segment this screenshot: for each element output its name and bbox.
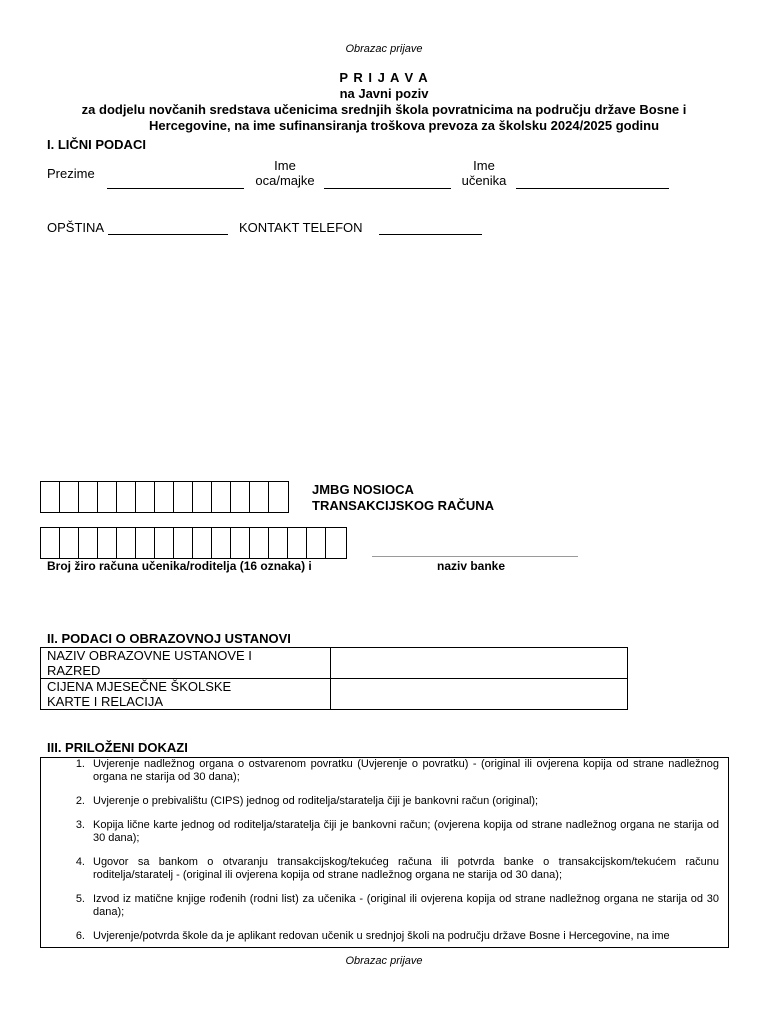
parent-name-field[interactable] xyxy=(324,187,451,189)
jmbg-label: JMBG NOSIOCA TRANSAKCIJSKOG RAČUNA xyxy=(312,482,495,513)
form-purpose-line1: za dodjelu novčanih sredstava učenicima srednjih škola povratnicima na području države Bosne i xyxy=(81,102,687,117)
documents-list xyxy=(41,758,728,943)
municipality-field[interactable] xyxy=(108,233,228,235)
account-label: Broj žiro računa učenika/roditelja (16 oznaka) i xyxy=(47,559,312,573)
list-item: 2. Uvjerenje o prebivalištu (CIPS) jednog od roditelja/staratelja čiji je bankovni račun (original); xyxy=(75,795,539,807)
ticket-price-label: CIJENA MJESEČNE ŠKOLSKE KARTE I RELACIJA xyxy=(41,679,331,710)
jmbg-digit-box[interactable] xyxy=(98,481,117,513)
account-digit-box[interactable] xyxy=(288,527,307,559)
jmbg-digit-box[interactable] xyxy=(136,481,155,513)
documents-list-box xyxy=(40,757,729,948)
list-item: 4. Ugovor sa bankom o otvaranju transakcijskog/tekućeg računa ili potvrda banke o transakcijskom/tekućem računu roditelja/staratelj - (original ili ovjerena kopija od strane nadležnog organa ne starija od 30 dana); xyxy=(75,856,719,881)
list-item: 3. Kopija lične karte jednog od roditelja/staratelja čiji je bankovni račun; (ovjerena kopija od strane nadležnog organa ne starija od 30 dana); xyxy=(75,819,719,844)
institution-name-field[interactable] xyxy=(331,648,628,679)
student-name-field[interactable] xyxy=(516,187,669,189)
form-title: P R I J A V A xyxy=(339,70,429,85)
header-label: Obrazac prijave xyxy=(345,43,423,55)
jmbg-digit-box[interactable] xyxy=(60,481,79,513)
table-row xyxy=(41,648,628,679)
account-digit-box[interactable] xyxy=(212,527,231,559)
bank-name-field[interactable] xyxy=(372,556,578,557)
jmbg-digit-box[interactable] xyxy=(231,481,250,513)
account-digit-box[interactable] xyxy=(269,527,288,559)
account-digit-box[interactable] xyxy=(117,527,136,559)
institution-name-label: NAZIV OBRAZOVNE USTANOVE I RAZRED xyxy=(41,648,331,679)
jmbg-digit-box[interactable] xyxy=(41,481,60,513)
section-institution-heading: II. PODACI O OBRAZOVNOJ USTANOVI xyxy=(47,631,291,646)
section-documents-heading: III. PRILOŽENI DOKAZI xyxy=(47,740,188,755)
account-digit-box[interactable] xyxy=(60,527,79,559)
surname-label: Prezime xyxy=(47,166,95,181)
form-subtitle: na Javni poziv xyxy=(339,86,429,101)
account-digit-box[interactable] xyxy=(155,527,174,559)
jmbg-digit-box[interactable] xyxy=(79,481,98,513)
footer-label: Obrazac prijave xyxy=(345,955,423,967)
account-digit-box[interactable] xyxy=(326,527,347,559)
form-purpose-line2: Hercegovine, na ime sufinansiranja troškova prevoza za školsku 2024/2025 godinu xyxy=(148,118,660,133)
account-digit-box[interactable] xyxy=(193,527,212,559)
ticket-price-field[interactable] xyxy=(331,679,628,710)
account-digit-box[interactable] xyxy=(174,527,193,559)
jmbg-digit-box[interactable] xyxy=(155,481,174,513)
municipality-label: OPŠTINA xyxy=(47,220,105,235)
phone-field[interactable] xyxy=(379,233,482,235)
account-digit-box[interactable] xyxy=(307,527,326,559)
parent-name-label: Ime oca/majke xyxy=(255,158,315,188)
jmbg-digit-box[interactable] xyxy=(250,481,269,513)
account-digit-box[interactable] xyxy=(41,527,60,559)
jmbg-digit-box[interactable] xyxy=(193,481,212,513)
surname-field[interactable] xyxy=(107,187,244,189)
account-digit-box[interactable] xyxy=(79,527,98,559)
jmbg-digit-box[interactable] xyxy=(117,481,136,513)
account-digit-box[interactable] xyxy=(98,527,117,559)
jmbg-digit-box[interactable] xyxy=(212,481,231,513)
student-name-label: Ime učenika xyxy=(461,158,507,188)
list-item: 5. Izvod iz matične knjige rođenih (rodni list) za učenika - (original ili ovjerena kopija od strane nadležnog organa ne starija od 30 dana); xyxy=(75,893,719,918)
jmbg-boxes[interactable] xyxy=(40,481,289,513)
institution-table xyxy=(40,647,628,710)
bank-name-label: naziv banke xyxy=(437,559,506,573)
phone-label: KONTAKT TELEFON xyxy=(239,220,363,235)
jmbg-digit-box[interactable] xyxy=(269,481,289,513)
account-digit-box[interactable] xyxy=(136,527,155,559)
table-row xyxy=(41,679,628,710)
account-number-boxes[interactable] xyxy=(40,527,347,559)
account-digit-box[interactable] xyxy=(231,527,250,559)
jmbg-digit-box[interactable] xyxy=(174,481,193,513)
list-item: 6. Uvjerenje/potvrda škole da je aplikant redovan učenik u srednjoj školi na području države Bosne i Hercegovine, na ime xyxy=(75,930,670,942)
list-item: 1. Uvjerenje nadležnog organa o ostvarenom povratku (Uvjerenje o povratku) - (original ili ovjerena kopija od strane nadležnog organa ne starija od 30 dana); xyxy=(75,758,719,783)
account-digit-box[interactable] xyxy=(250,527,269,559)
section-personal-heading: I. LIČNI PODACI xyxy=(47,137,146,152)
